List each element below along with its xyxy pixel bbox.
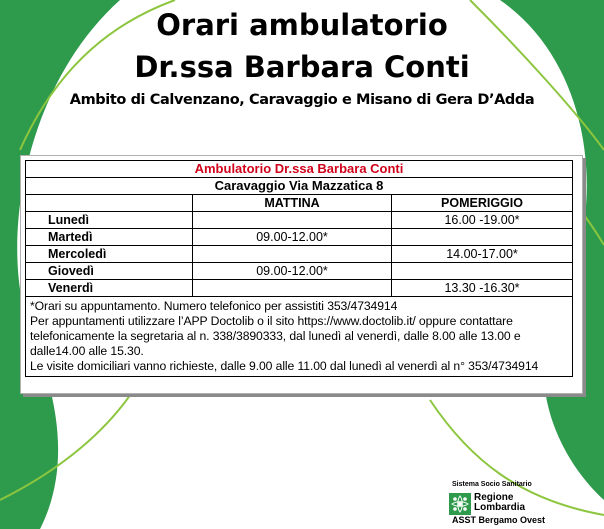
table-row: [26, 263, 573, 280]
logo-asst-label: ASST Bergamo Ovest: [452, 515, 546, 525]
table-row: [26, 229, 573, 246]
day-label: Giovedì: [26, 263, 193, 280]
day-label: Lunedì: [26, 212, 193, 229]
day-label: Venerdì: [26, 280, 193, 297]
page-title-line-1: Orari ambulatorio: [156, 8, 448, 42]
logo-region-line-1: Regione: [474, 492, 514, 503]
day-label: Mercoledì: [26, 246, 193, 263]
logo-system-label: Sistema Socio Sanitario: [452, 481, 532, 488]
column-header-morning: MATTINA: [193, 195, 392, 212]
afternoon-hours: 14.00-17.00*: [392, 246, 573, 263]
day-label: Martedì: [26, 229, 193, 246]
morning-hours: [193, 246, 392, 263]
clinic-address: Caravaggio Via Mazzatica 8: [26, 178, 573, 195]
table-row: [26, 280, 573, 297]
table-row: [26, 212, 573, 229]
appointment-note: *Orari su appuntamento. Numero telefonico per assistiti 353/4734914: [30, 299, 398, 313]
table-row: [26, 178, 573, 195]
afternoon-hours: 16.00 -19.00*: [392, 212, 573, 229]
table-row: [26, 246, 573, 263]
morning-hours: 09.00-12.00*: [193, 263, 392, 280]
schedule-table: [25, 160, 573, 377]
table-header-empty: [26, 195, 193, 212]
morning-hours: [193, 212, 392, 229]
regione-lombardia-logo: [446, 481, 596, 526]
booking-note: Per appuntamenti utilizzare l’APP Doctolib o il sito https://www.doctolib.it/ oppure contattare telefonicamente la segretaria al n. 338/3890333, dal lunedì al venerdì, dalle 8.00 alle 13.00 e dalle14.00 alle 15.30.: [30, 314, 521, 358]
rosa-camuna-icon: [449, 493, 471, 515]
afternoon-hours: [392, 229, 573, 246]
morning-hours: 09.00-12.00*: [193, 229, 392, 246]
home-visit-note: Le visite domiciliari vanno richieste, dalle 9.00 alle 11.00 dal lunedì al venerdì al n° 353/4734914: [30, 359, 539, 373]
morning-hours: [193, 280, 392, 297]
afternoon-hours: 13.30 -16.30*: [392, 280, 573, 297]
notes-cell: [26, 297, 573, 377]
table-header-row: [26, 195, 573, 212]
schedule-card: [20, 155, 583, 394]
table-row: [26, 161, 573, 178]
page-subtitle: Ambito di Calvenzano, Caravaggio e Misano di Gera D’Adda: [69, 92, 535, 108]
table-row: [26, 297, 573, 377]
column-header-afternoon: POMERIGGIO: [392, 195, 573, 212]
afternoon-hours: [392, 263, 573, 280]
clinic-name: Ambulatorio Dr.ssa Barbara Conti: [26, 161, 573, 178]
logo-region-line-2: Lombardia: [474, 502, 526, 513]
page-title-line-2: Dr.ssa Barbara Conti: [134, 50, 470, 84]
